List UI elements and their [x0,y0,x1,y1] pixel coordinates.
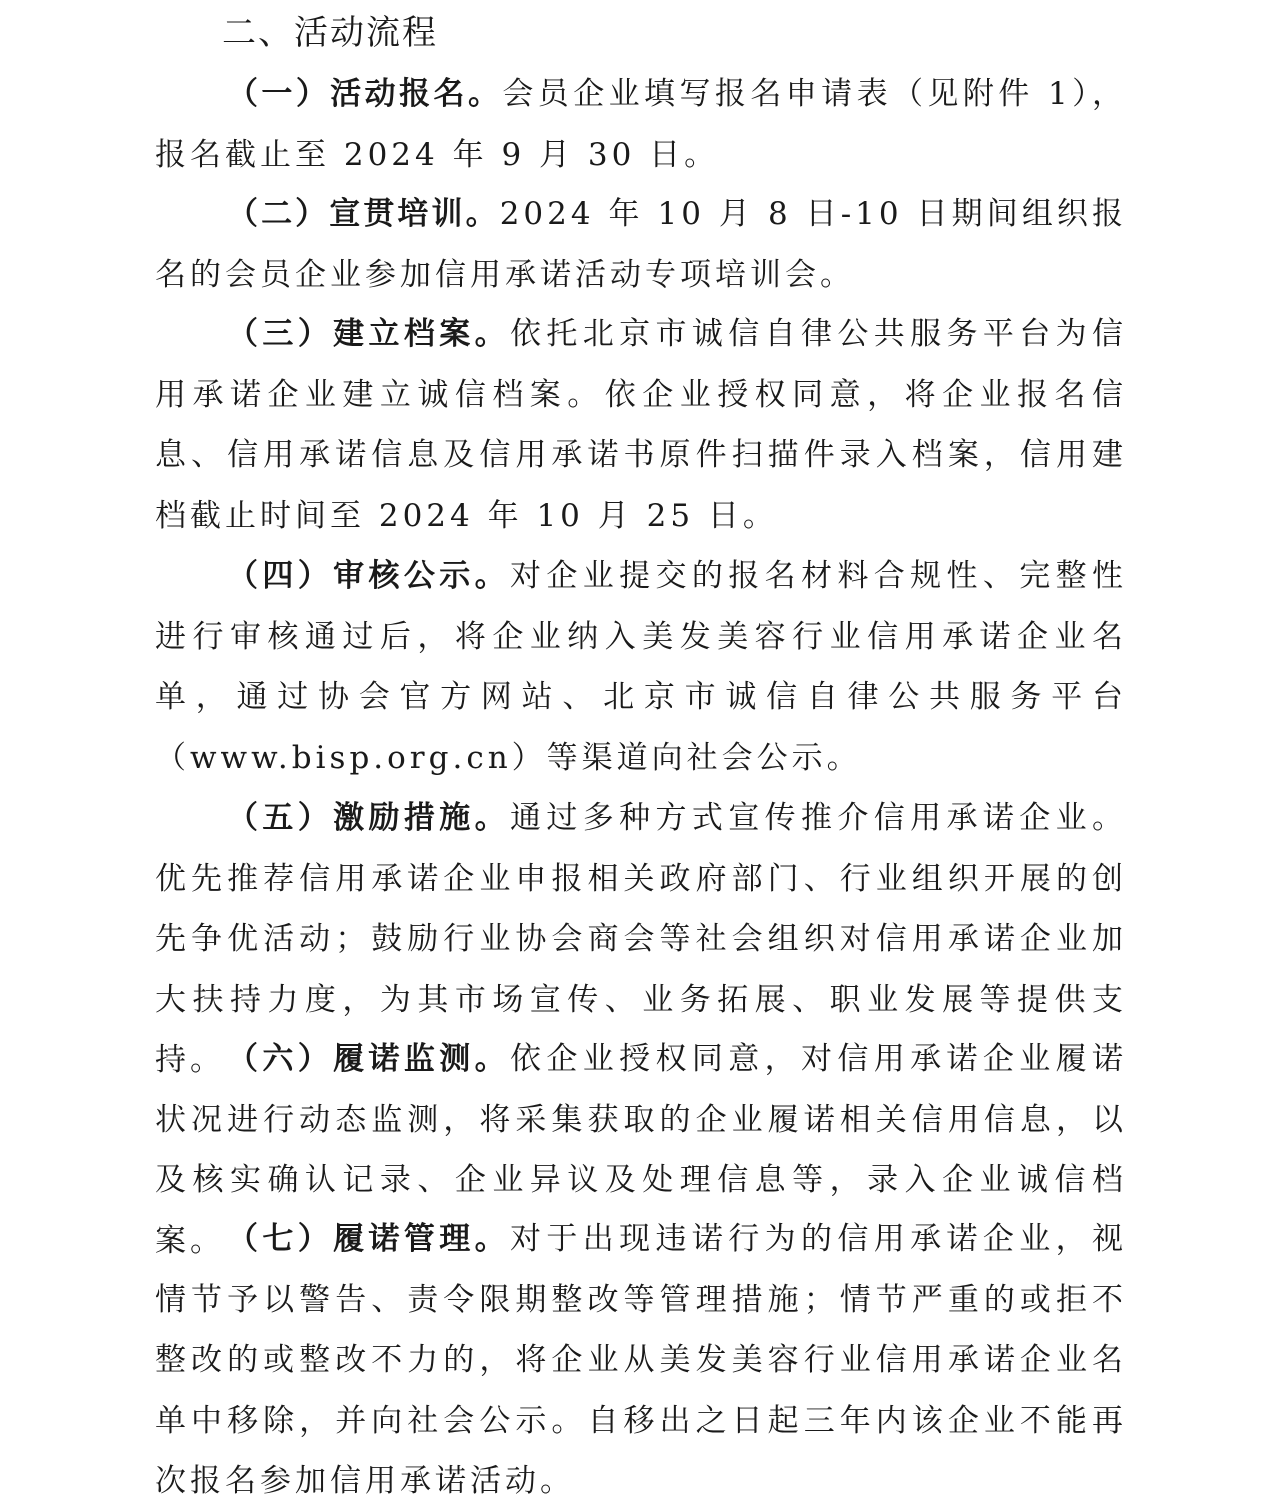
item-body: 对于出现违诺行为的信用承诺企业，视情节予以警告、责令限期整改等管理措施；情节严重的或拒不整改的或整改不力的，将企业从美发美容行业信用承诺企业名单中移除，并向社会公示。自移出之日起三年内该企业不能再次报名参加信用承诺活动。 [155,1221,1127,1499]
item-lead: （一）活动报名。 [227,76,503,112]
item-body: 2024 年 10 月 8 日-10 日期间组织报名的会员企业参加信用承诺活动专项培训会。 [155,196,1127,293]
process-item-review [155,546,1127,788]
item-body: 依企业授权同意，对信用承诺企业履诺状况进行动态监测，将采集获取的企业履诺相关信用信息，以及核实确认记录、企业异议及处理信息等，录入企业诚信档案。 [155,1041,1127,1259]
item-body: 通过多种方式宣传推介信用承诺企业。优先推荐信用承诺企业申报相关政府部门、行业组织开展的创先争优活动；鼓励行业协会商会等社会组织对信用承诺企业加大扶持力度，为其市场宣传、业务拓展、职业发展等提供支持。 [155,800,1127,1078]
item-lead: （七）履诺管理。 [227,1221,510,1257]
process-item-training [155,184,1127,305]
item-lead: （五）激励措施。 [227,800,510,836]
item-lead: （六）履诺监测。 [227,1041,510,1077]
item-lead: （二）宣贯培训。 [227,196,500,232]
process-item-archive [155,304,1127,546]
item-body: 对企业提交的报名材料合规性、完整性进行审核通过后，将企业纳入美发美容行业信用承诺企业名单，通过协会官方网站、北京市诚信自律公共服务平台（www.bisp.org.cn）等渠道向社会公示。 [155,558,1127,776]
section-heading: 二、活动流程 [222,13,438,53]
process-item-registration [155,64,1127,185]
item-body: 依托北京市诚信自律公共服务平台为信用承诺企业建立诚信档案。依企业授权同意，将企业报名信息、信用承诺信息及信用承诺书原件扫描件录入档案，信用建档截止时间至 2024 年 10 月 25 日。 [155,316,1127,534]
item-body: 会员企业填写报名申请表（见附件 1），报名截止至 2024 年 9 月 30 日。 [155,76,1128,173]
item-lead: （四）审核公示。 [227,558,510,594]
process-item-management [155,1209,1127,1512]
item-lead: （三）建立档案。 [227,316,510,352]
